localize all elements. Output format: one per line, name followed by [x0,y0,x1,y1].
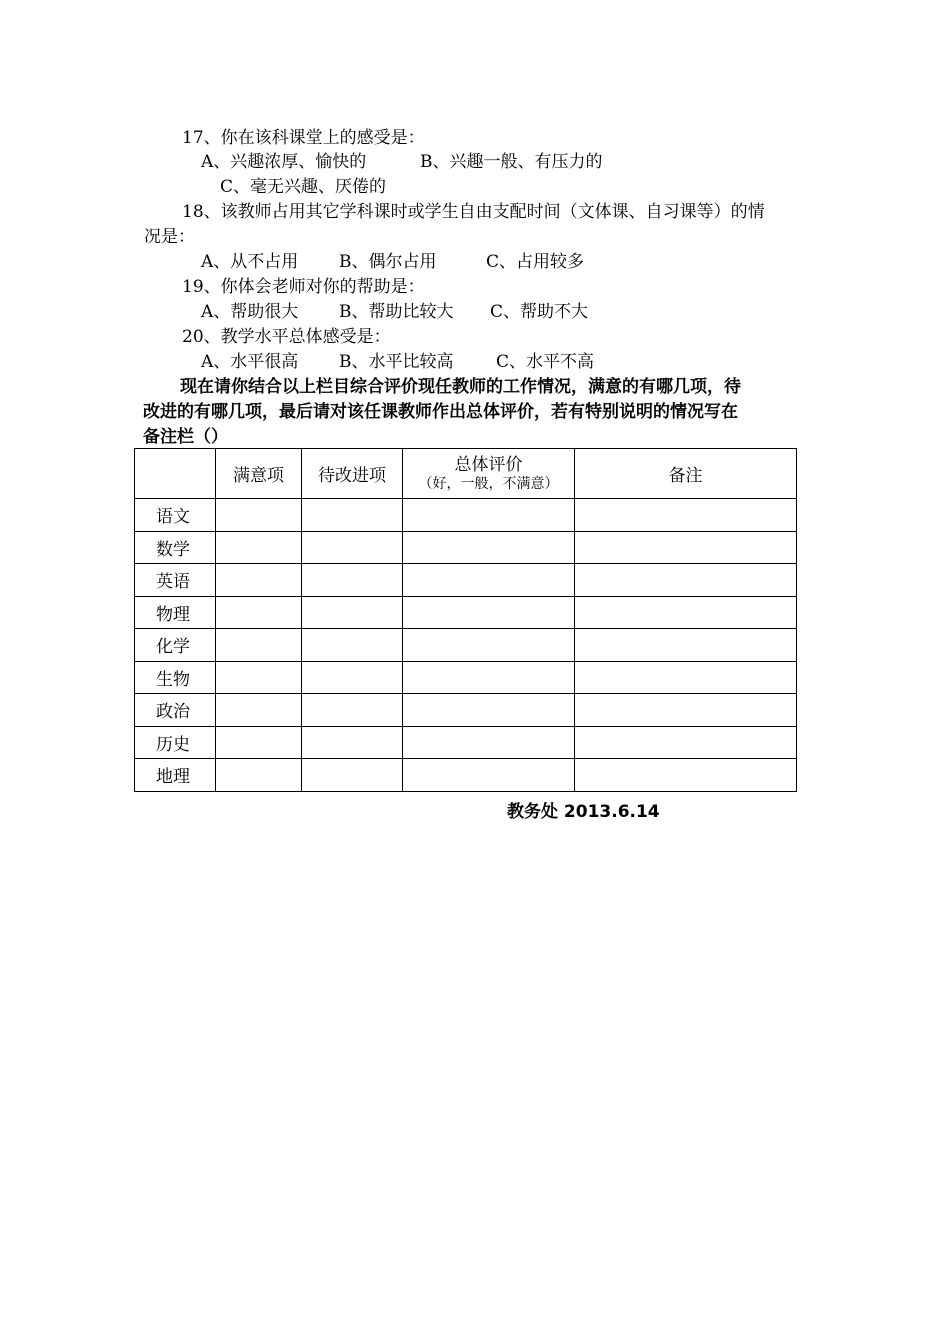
remarks-cell[interactable] [575,726,797,759]
overall-cell[interactable] [403,564,575,597]
satisfied-cell[interactable] [216,759,302,792]
table-row [135,499,797,532]
subject-cell: 历史 [135,726,216,759]
remarks-cell[interactable] [575,694,797,727]
question-17-stem: 17、你在该科课堂上的感受是： [182,128,425,148]
table-row [135,661,797,694]
header-overall-sub: （好，一般，不满意） [418,475,559,492]
header-overall [403,449,575,499]
overall-cell[interactable] [403,694,575,727]
remarks-cell[interactable] [575,564,797,597]
table-row [135,564,797,597]
overall-cell[interactable] [403,661,575,694]
subject-cell: 物理 [135,596,216,629]
remarks-cell[interactable] [575,661,797,694]
subject-cell: 生物 [135,661,216,694]
question-19-option-a: A、帮助很大 [201,302,299,322]
header-blank [135,449,216,499]
question-18-option-c: C、占用较多 [486,252,585,272]
question-17-option-c: C、毫无兴趣、厌倦的 [220,177,387,197]
header-to-improve: 待改进项 [302,449,403,499]
satisfied-cell[interactable] [216,564,302,597]
subject-cell: 语文 [135,499,216,532]
satisfied-cell[interactable] [216,499,302,532]
remarks-cell[interactable] [575,499,797,532]
to-improve-cell[interactable] [302,726,403,759]
to-improve-cell[interactable] [302,564,403,597]
to-improve-cell[interactable] [302,759,403,792]
satisfied-cell[interactable] [216,596,302,629]
subject-cell: 英语 [135,564,216,597]
question-18-option-b: B、偶尔占用 [339,252,437,272]
satisfied-cell[interactable] [216,726,302,759]
remarks-cell[interactable] [575,759,797,792]
table-header-row [135,449,797,499]
to-improve-cell[interactable] [302,531,403,564]
evaluation-table [134,448,797,792]
question-19-option-c: C、帮助不大 [490,302,589,322]
to-improve-cell[interactable] [302,499,403,532]
overall-cell[interactable] [403,531,575,564]
table-row [135,596,797,629]
subject-cell: 地理 [135,759,216,792]
question-18-stem-line1: 18、该教师占用其它学科课时或学生自由支配时间（文体课、自习课等）的情 [182,202,765,222]
question-18-option-a: A、从不占用 [201,252,299,272]
question-20-option-a: A、水平很高 [201,352,299,372]
satisfied-cell[interactable] [216,694,302,727]
satisfied-cell[interactable] [216,661,302,694]
question-20-option-b: B、水平比较高 [339,352,454,372]
header-remarks: 备注 [575,449,797,499]
question-17-option-a: A、兴趣浓厚、愉快的 [201,152,367,172]
question-19-option-b: B、帮助比较大 [339,302,454,322]
question-20-option-c: C、水平不高 [496,352,595,372]
question-19-stem: 19、你体会老师对你的帮助是： [182,277,425,297]
overall-cell[interactable] [403,726,575,759]
question-18-stem-line2: 况是： [144,227,195,247]
to-improve-cell[interactable] [302,694,403,727]
subject-cell: 政治 [135,694,216,727]
subject-cell: 数学 [135,531,216,564]
overall-cell[interactable] [403,499,575,532]
overall-cell[interactable] [403,759,575,792]
instruction-line3: 备注栏（） [143,427,228,447]
remarks-cell[interactable] [575,531,797,564]
overall-cell[interactable] [403,596,575,629]
table-row [135,759,797,792]
table-row [135,531,797,564]
table-row [135,726,797,759]
satisfied-cell[interactable] [216,629,302,662]
issuer-date-footer: 教务处 2013.6.14 [507,802,660,822]
header-overall-label: 总体评价 [454,454,523,475]
subject-cell: 化学 [135,629,216,662]
to-improve-cell[interactable] [302,661,403,694]
instruction-line1: 现在请你结合以上栏目综合评价现任教师的工作情况，满意的有哪几项，待 [180,377,741,397]
remarks-cell[interactable] [575,596,797,629]
overall-cell[interactable] [403,629,575,662]
to-improve-cell[interactable] [302,596,403,629]
remarks-cell[interactable] [575,629,797,662]
header-satisfied: 满意项 [216,449,302,499]
to-improve-cell[interactable] [302,629,403,662]
question-20-stem: 20、教学水平总体感受是： [182,327,391,347]
table-row [135,629,797,662]
question-17-option-b: B、兴趣一般、有压力的 [420,152,603,172]
instruction-line2: 改进的有哪几项，最后请对该任课教师作出总体评价，若有特别说明的情况写在 [143,402,738,422]
table-row [135,694,797,727]
satisfied-cell[interactable] [216,531,302,564]
